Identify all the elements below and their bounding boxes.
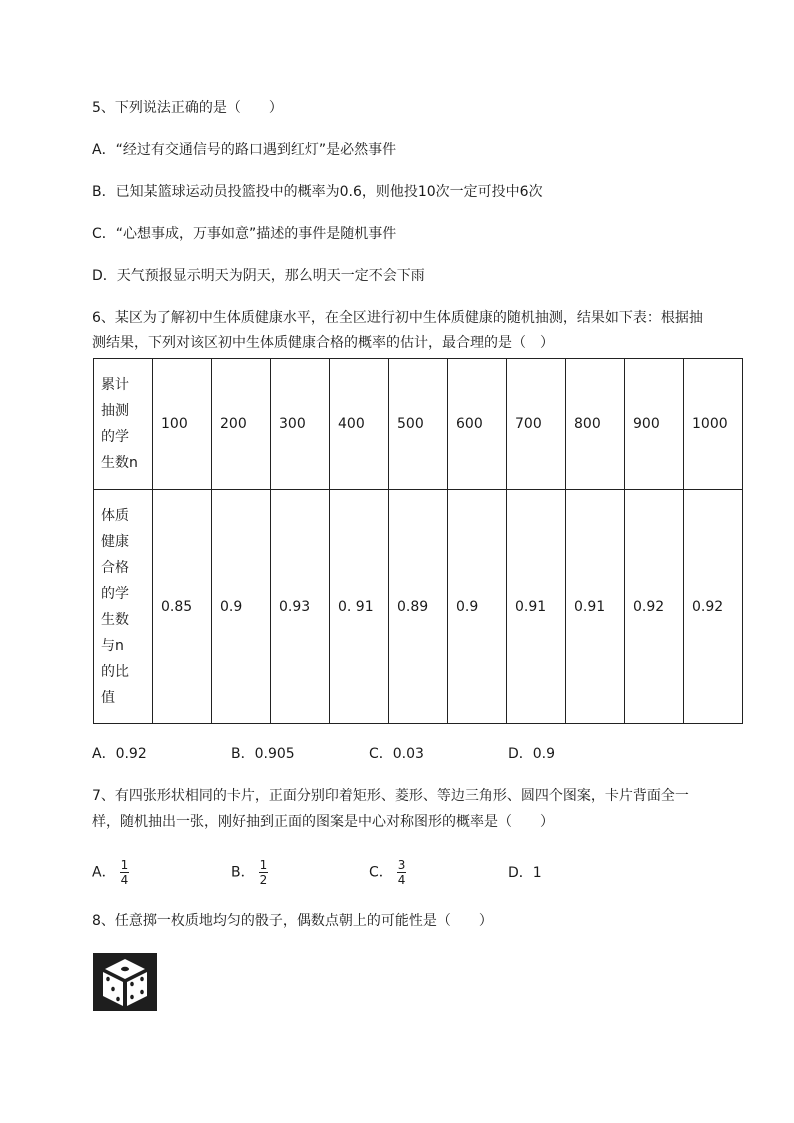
table-cell: 700 [507,359,566,490]
header-line: 的学 [101,429,129,445]
table-row [94,359,743,490]
fraction-numerator: 1 [120,858,129,872]
q5-option-d: D．天气预报显示明天为阴天，那么明天一定不会下雨 [92,268,425,284]
q7-option-c [369,858,406,887]
table-cell: 400 [330,359,389,490]
q6-option-c: C．0.03 [369,746,424,762]
fraction-denominator: 4 [120,873,129,887]
table-cell: 0.92 [684,490,743,724]
header-line: 累计 [101,377,129,393]
header-line: 的学 [101,585,129,602]
option-label: A． [92,864,116,881]
fraction-numerator: 1 [259,858,268,872]
header-line: 抽测 [101,403,129,419]
q7-option-b [231,858,268,887]
fraction [120,858,130,887]
table-cell: 0. 91 [330,490,389,724]
dice-icon [93,953,157,1011]
table-cell: 0.93 [271,490,330,724]
table-cell: 0.9 [448,490,507,724]
table-cell: 0.91 [566,490,625,724]
table-cell: 600 [448,359,507,490]
header-line: 的比 [101,663,129,680]
fraction [397,858,407,887]
header-line: 值 [101,689,115,706]
table-cell: 800 [566,359,625,490]
q7-stem-line2: 样，随机抽出一张，刚好抽到正面的图案是中心对称图形的概率是（ ） [92,814,554,830]
q6-option-a: A．0.92 [92,746,147,762]
row1-header-cell [94,359,153,490]
q6-option-b: B．0.905 [231,746,295,762]
fraction-denominator: 2 [259,873,268,887]
table-cell: 200 [212,359,271,490]
q5-stem: 5、下列说法正确的是（ ） [92,100,283,116]
table-cell: 500 [389,359,448,490]
row2-header-cell [94,490,153,724]
q6-stem-line1: 6、某区为了解初中生体质健康水平，在全区进行初中生体质健康的随机抽测，结果如下表：根据抽 [92,310,703,326]
header-line: 生数n [101,455,138,471]
q7-option-a [92,858,129,887]
q7-stem-line1: 7、有四张形状相同的卡片，正面分别印着矩形、菱形、等边三角形、圆四个图案，卡片背面全一 [92,788,689,804]
table-cell: 0.89 [389,490,448,724]
header-line: 体质 [101,507,129,524]
q5-option-b: B．已知某篮球运动员投篮投中的概率为0.6，则他投10次一定可投中6次 [92,184,543,200]
header-line: 合格 [101,559,129,576]
q6-option-d: D．0.9 [508,746,556,762]
q5-option-c: C．“心想事成，万事如意”描述的事件是随机事件 [92,226,397,242]
option-label: C． [369,864,393,881]
header-line: 与n [101,637,124,654]
header-line: 生数 [101,611,129,628]
table-cell: 100 [153,359,212,490]
table-cell: 0.92 [625,490,684,724]
q6-stem-line2: 测结果，下列对该区初中生体质健康合格的概率的估计，最合理的是（ ） [92,335,554,351]
table-cell: 0.9 [212,490,271,724]
table-row [94,490,743,724]
q6-data-table [93,358,743,724]
fraction-denominator: 4 [397,873,406,887]
table-cell: 0.85 [153,490,212,724]
table-cell: 900 [625,359,684,490]
fraction-numerator: 3 [397,858,406,872]
fraction [259,858,269,887]
table-cell: 300 [271,359,330,490]
table-cell: 1000 [684,359,743,490]
q8-stem: 8、任意掷一枚质地均匀的骰子，偶数点朝上的可能性是（ ） [92,913,493,929]
q5-option-a: A．“经过有交通信号的路口遇到红灯”是必然事件 [92,142,397,158]
option-label: B． [231,864,255,881]
header-line: 健康 [101,533,129,550]
table-cell: 0.91 [507,490,566,724]
q7-option-d: D．1 [508,865,542,881]
